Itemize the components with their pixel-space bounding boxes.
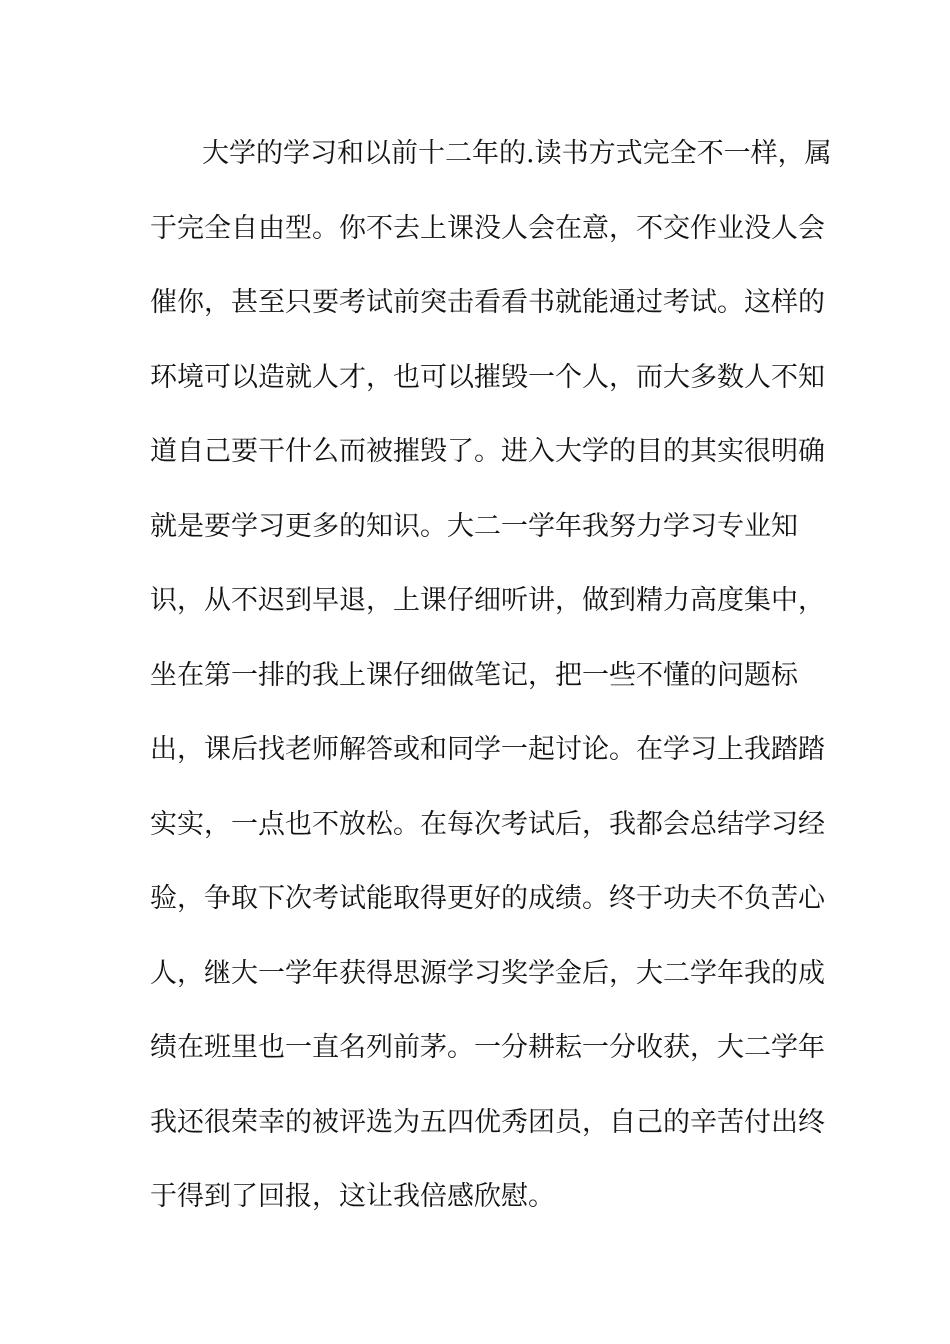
text-line: 实实，一点也不放松。在每次考试后，我都会总结学习经 [150, 808, 825, 840]
text-line: 我还很荣幸的被评选为五四优秀团员，自己的辛苦付出终 [150, 1106, 825, 1138]
text-line: 大学的学习和以前十二年的.读书方式完全不一样，属 [202, 138, 832, 169]
text-line: 于完全自由型。你不去上课没人会在意，不交作业没人会 [150, 212, 825, 244]
text-line: 环境可以造就人才，也可以摧毁一个人，而大多数人不知 [150, 361, 825, 393]
text-line: 绩在班里也一直名列前茅。一分耕耘一分收获，大二学年 [150, 1032, 825, 1063]
text-line: 识，从不迟到早退，上课仔细听讲，做到精力高度集中， [150, 585, 825, 616]
text-line: 道自己要干什么而被摧毁了。进入大学的目的其实很明确 [150, 436, 825, 467]
body-paragraph [150, 122, 832, 1240]
text-line: 于得到了回报，这让我倍感欣慰。 [150, 1181, 555, 1212]
text-line: 人，继大一学年获得思源学习奖学金后，大二学年我的成 [150, 957, 825, 989]
text-line: 坐在第一排的我上课仔细做笔记，把一些不懂的问题标 [150, 659, 798, 691]
text-line: 出，课后找老师解答或和同学一起讨论。在学习上我踏踏 [150, 734, 825, 765]
text-line: 验，争取下次考试能取得更好的成绩。终于功夫不负苦心 [150, 883, 825, 914]
text-line: 就是要学习更多的知识。大二一学年我努力学习专业知 [150, 510, 798, 542]
text-line: 催你，甚至只要考试前突击看看书就能通过考试。这样的 [150, 287, 825, 318]
